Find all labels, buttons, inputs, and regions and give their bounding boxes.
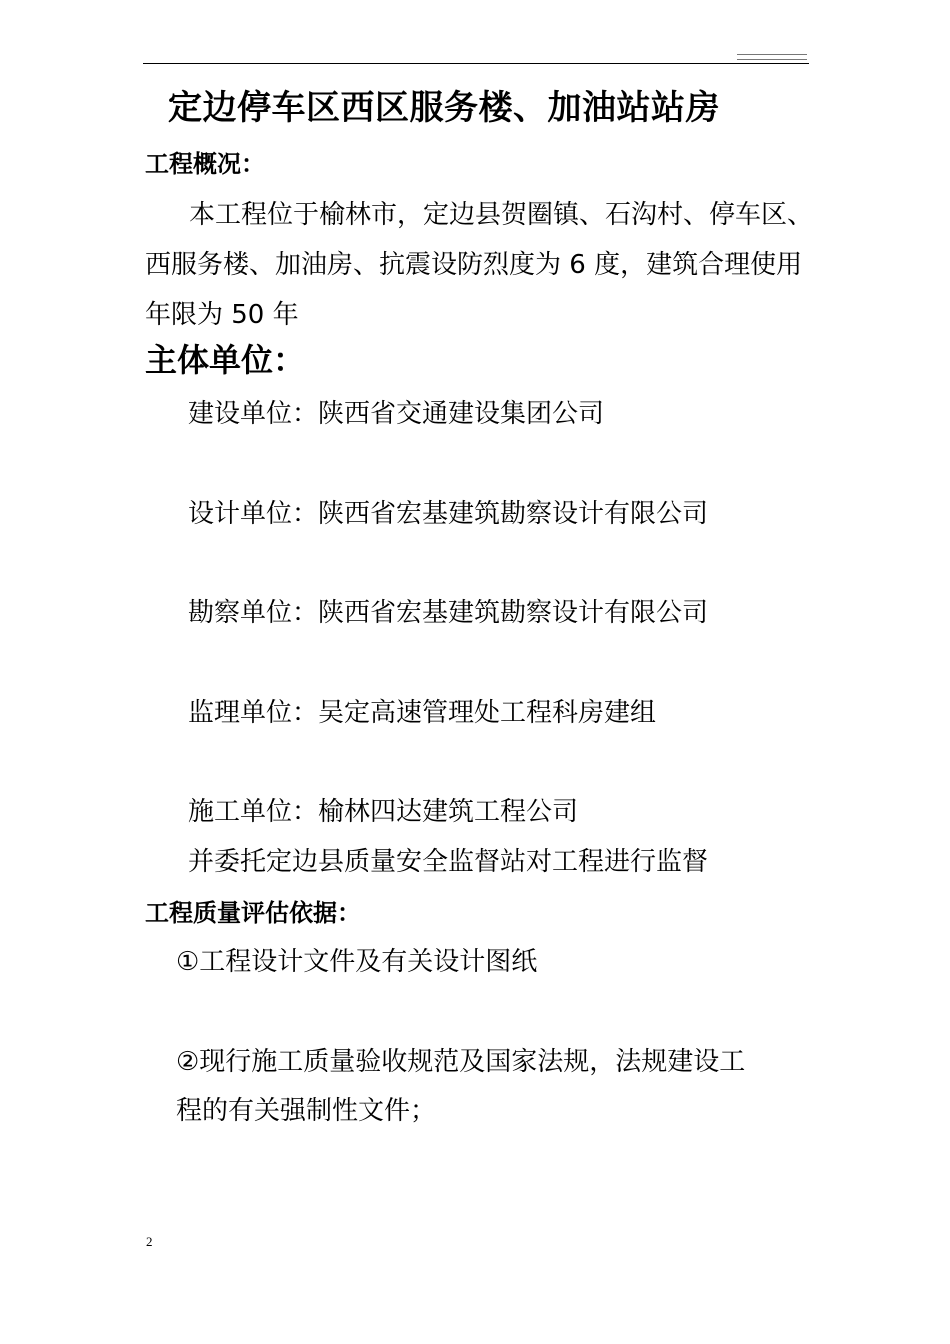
overview-paragraph: 本工程位于榆林市，定边县贺圈镇、石沟村、停车区、西服务楼、加油房、抗震设防烈度为 6 度，建筑合理使用年限为 50 年 <box>145 200 814 330</box>
basis-item-1: ①工程设计文件及有关设计图纸 <box>176 947 538 977</box>
design-unit: 设计单位：陕西省宏基建筑勘察设计有限公司 <box>188 499 709 529</box>
page-title: 定边停车区西区服务楼、加油站站房 <box>168 88 720 128</box>
header-rule <box>143 63 809 64</box>
contractor-unit: 施工单位：榆林四达建筑工程公司 <box>188 797 579 827</box>
oversight-statement: 并委托定边县质量安全监督站对工程进行监督 <box>188 847 709 877</box>
header-decoration <box>737 54 807 60</box>
supervision-unit: 监理单位：吴定高速管理处工程科房建组 <box>188 698 657 728</box>
page-number: 2 <box>146 1234 153 1249</box>
overview-heading: 工程概况： <box>145 150 265 178</box>
construction-unit: 建设单位：陕西省交通建设集团公司 <box>188 399 605 429</box>
parties-heading: 主体单位： <box>145 341 306 379</box>
survey-unit: 勘察单位：陕西省宏基建筑勘察设计有限公司 <box>188 598 709 628</box>
basis-item-2-line-1: ②现行施工质量验收规范及国家法规，法规建设工 <box>176 1047 746 1077</box>
basis-heading: 工程质量评估依据： <box>145 899 361 927</box>
basis-item-2-line-2: 程的有关强制性文件； <box>176 1096 437 1126</box>
